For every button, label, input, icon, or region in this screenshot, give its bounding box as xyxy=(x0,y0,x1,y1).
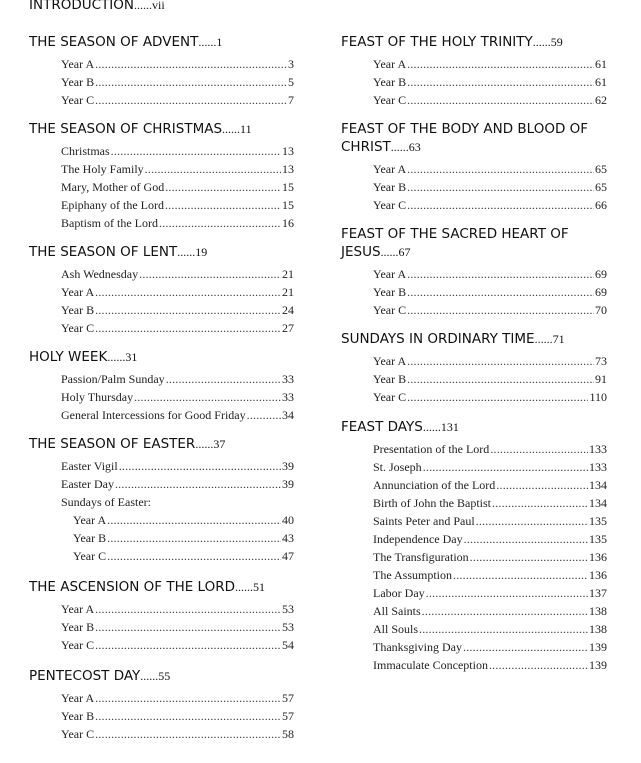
toc-section xyxy=(341,33,607,109)
entry-page-number: 61 xyxy=(595,57,607,71)
dot-leader xyxy=(95,600,281,618)
section-entries xyxy=(29,689,294,743)
section-page: 59 xyxy=(550,35,563,49)
toc-entry[interactable] xyxy=(341,584,607,602)
section-page: 31 xyxy=(125,350,138,364)
entry-page-number: 21 xyxy=(282,267,294,281)
entry-page-number: 27 xyxy=(282,321,294,335)
dot-leader xyxy=(95,725,281,743)
entry-page-number: 57 xyxy=(282,709,294,723)
section-heading[interactable] xyxy=(29,435,294,453)
entry-page-number: 138 xyxy=(589,622,607,636)
dot-leader xyxy=(115,475,281,493)
entry-page-number: 69 xyxy=(595,267,607,281)
toc-entry[interactable] xyxy=(341,602,607,620)
entry-label: Christmas xyxy=(61,144,110,158)
entry-label: Year A xyxy=(373,267,407,281)
section-heading[interactable] xyxy=(29,120,294,138)
entry-label: Year B xyxy=(61,303,95,317)
toc-entry[interactable] xyxy=(29,689,294,707)
entry-label: Labor Day xyxy=(373,586,425,600)
toc-section xyxy=(29,120,294,232)
dot-leader xyxy=(426,584,588,602)
dot-leader xyxy=(453,566,588,584)
entry-label: Year A xyxy=(61,57,95,71)
toc-entry[interactable] xyxy=(29,600,294,618)
section-page: 1 xyxy=(216,35,223,49)
toc-entry[interactable] xyxy=(29,142,294,160)
entry-label: Year B xyxy=(61,620,95,634)
entry-label: Year A xyxy=(73,513,107,527)
dot-leader xyxy=(145,160,281,178)
section-dots: ...... xyxy=(380,245,399,259)
entry-label: All Souls xyxy=(373,622,419,636)
entry-page-number: 135 xyxy=(589,532,607,546)
entry-page-number: 139 xyxy=(589,640,607,654)
toc-introduction[interactable] xyxy=(29,0,165,14)
toc-entry[interactable] xyxy=(29,73,294,91)
entry-page-number: 137 xyxy=(589,586,607,600)
entry-label: Year B xyxy=(373,285,407,299)
dot-leader xyxy=(407,301,594,319)
entry-page-number: 110 xyxy=(589,390,607,404)
entry-label: Holy Thursday xyxy=(61,390,134,404)
entry-page-number: 133 xyxy=(589,442,607,456)
entry-label: Year B xyxy=(373,180,407,194)
section-heading[interactable] xyxy=(341,33,607,51)
entry-label: All Saints xyxy=(373,604,421,618)
section-title: FEAST OF THE HOLY TRINITY xyxy=(341,34,533,50)
entry-page-number: 15 xyxy=(282,180,294,194)
toc-entry[interactable] xyxy=(29,475,294,493)
section-page: 51 xyxy=(253,580,265,594)
toc-entry[interactable] xyxy=(341,352,607,370)
entry-page-number: 136 xyxy=(589,568,607,582)
toc-entry[interactable] xyxy=(29,636,294,654)
dot-leader xyxy=(422,602,588,620)
dot-leader xyxy=(464,530,588,548)
toc-entry[interactable] xyxy=(29,301,294,319)
entry-page-number: 135 xyxy=(589,514,607,528)
entry-page-number: 5 xyxy=(288,75,294,89)
section-dots: ...... xyxy=(198,35,217,49)
section-entries xyxy=(29,370,294,424)
dot-leader xyxy=(95,618,281,636)
section-entries xyxy=(29,265,294,337)
toc-entry[interactable] xyxy=(29,547,294,565)
toc-entry[interactable] xyxy=(29,319,294,337)
section-dots: ...... xyxy=(222,122,241,136)
dot-leader xyxy=(107,529,281,547)
section-title: HOLY WEEK xyxy=(29,349,108,365)
entry-page-number: 43 xyxy=(282,531,294,545)
dot-leader xyxy=(489,656,588,674)
dot-leader xyxy=(95,707,281,725)
toc-entry[interactable] xyxy=(29,160,294,178)
dot-leader xyxy=(407,91,594,109)
section-entries xyxy=(341,440,607,674)
entry-label: Birth of John the Baptist xyxy=(373,496,491,510)
dot-leader xyxy=(407,178,594,196)
toc-section xyxy=(341,120,607,214)
toc-entry[interactable] xyxy=(341,440,607,458)
entry-page-number: 70 xyxy=(595,303,607,317)
section-page: 55 xyxy=(158,669,171,683)
section-dots: ...... xyxy=(390,140,409,154)
toc-entry[interactable] xyxy=(29,196,294,214)
toc-entry[interactable] xyxy=(341,566,607,584)
toc-section xyxy=(29,667,294,743)
dot-leader xyxy=(407,388,588,406)
toc-entry[interactable] xyxy=(29,618,294,636)
section-title: THE SEASON OF LENT xyxy=(29,244,178,260)
entry-label: Year C xyxy=(373,93,407,107)
entry-page-number: 62 xyxy=(595,93,607,107)
entry-page-number: 15 xyxy=(282,198,294,212)
dot-leader xyxy=(95,301,281,319)
entry-label: Year A xyxy=(61,691,95,705)
toc-entry[interactable] xyxy=(341,196,607,214)
toc-entry[interactable] xyxy=(29,725,294,743)
entry-page-number: 133 xyxy=(589,460,607,474)
dot-leader xyxy=(139,265,281,283)
toc-entry[interactable] xyxy=(341,530,607,548)
entry-page-number: 134 xyxy=(589,478,607,492)
dot-leader xyxy=(496,476,588,494)
toc-entry[interactable] xyxy=(29,406,294,424)
toc-section xyxy=(341,330,607,406)
section-title: THE SEASON OF EASTER xyxy=(29,436,196,452)
section-heading[interactable] xyxy=(29,243,294,261)
section-heading[interactable] xyxy=(341,330,607,348)
section-page: 131 xyxy=(440,420,459,434)
entry-label: General Intercessions for Good Friday xyxy=(61,408,246,422)
section-dots: ...... xyxy=(235,580,253,594)
dot-leader xyxy=(111,142,281,160)
dot-leader xyxy=(407,73,594,91)
entry-page-number: 33 xyxy=(282,372,294,386)
dot-leader xyxy=(407,352,594,370)
section-heading[interactable] xyxy=(341,120,591,156)
section-entries xyxy=(29,600,294,654)
dot-leader xyxy=(407,55,594,73)
dot-leader xyxy=(165,196,281,214)
entry-label: Presentation of the Lord xyxy=(373,442,490,456)
entry-page-number: 58 xyxy=(282,727,294,741)
entry-label: Passion/Palm Sunday xyxy=(61,372,165,386)
entry-label: Easter Vigil xyxy=(61,459,118,473)
toc-entry[interactable] xyxy=(29,457,294,475)
entry-label: The Transfiguration xyxy=(373,550,469,564)
section-title: SUNDAYS IN ORDINARY TIME xyxy=(341,331,535,347)
toc-entry[interactable] xyxy=(341,476,607,494)
entry-page-number: 16 xyxy=(282,216,294,230)
section-page: 11 xyxy=(240,122,252,136)
entry-label: Year A xyxy=(373,162,407,176)
toc-section xyxy=(341,225,607,319)
entry-label: Ash Wednesday xyxy=(61,267,139,281)
toc-entry[interactable] xyxy=(29,370,294,388)
toc-entry[interactable] xyxy=(341,656,607,674)
section-title: THE SEASON OF ADVENT xyxy=(29,34,199,50)
entry-label: The Assumption xyxy=(373,568,453,582)
toc-entry[interactable] xyxy=(29,178,294,196)
section-dots: ...... xyxy=(422,420,441,434)
dot-leader xyxy=(95,689,281,707)
dot-leader xyxy=(407,370,594,388)
dot-leader xyxy=(492,494,588,512)
toc-entry[interactable] xyxy=(341,91,607,109)
toc-entry[interactable] xyxy=(341,512,607,530)
toc-entry[interactable] xyxy=(341,178,607,196)
dot-leader xyxy=(95,55,287,73)
entry-page-number: 66 xyxy=(595,198,607,212)
section-page: 19 xyxy=(195,245,208,259)
section-heading[interactable] xyxy=(29,33,294,51)
toc-entry[interactable] xyxy=(29,214,294,232)
entry-label: Year C xyxy=(73,549,107,563)
entry-page-number: 139 xyxy=(589,658,607,672)
entry-page-number: 53 xyxy=(282,620,294,634)
entry-label: Year B xyxy=(373,75,407,89)
entry-label: Independence Day xyxy=(373,532,463,546)
entry-page-number: 61 xyxy=(595,75,607,89)
toc-entry[interactable] xyxy=(341,494,607,512)
dot-leader xyxy=(423,458,588,476)
dot-leader xyxy=(107,511,281,529)
section-entries xyxy=(341,160,607,214)
dot-leader xyxy=(119,457,281,475)
toc-entry[interactable] xyxy=(341,458,607,476)
toc-entry[interactable] xyxy=(341,370,607,388)
entry-label: Mary, Mother of God xyxy=(61,180,165,194)
section-title: INTRODUCTION xyxy=(29,0,134,13)
entry-page-number: 138 xyxy=(589,604,607,618)
toc-section xyxy=(29,33,294,109)
dot-leader xyxy=(407,196,594,214)
entry-page-number: 7 xyxy=(288,93,294,107)
entry-label: Annunciation of the Lord xyxy=(373,478,496,492)
entry-page-number: 21 xyxy=(282,285,294,299)
section-title: THE ASCENSION OF THE LORD xyxy=(29,579,235,595)
entry-label: Year B xyxy=(61,75,95,89)
section-heading[interactable] xyxy=(29,667,294,685)
dot-leader xyxy=(95,73,287,91)
section-page: 71 xyxy=(552,332,565,346)
entry-page-number: 53 xyxy=(282,602,294,616)
entry-label: Year A xyxy=(61,285,95,299)
dot-leader xyxy=(407,283,594,301)
entry-label: The Holy Family xyxy=(61,162,144,176)
dot-leader xyxy=(159,214,281,232)
toc-entry[interactable] xyxy=(341,283,607,301)
entry-page-number: 13 xyxy=(282,162,294,176)
toc-section xyxy=(341,418,607,674)
section-dots: ...... xyxy=(177,245,196,259)
dot-leader xyxy=(95,319,281,337)
section-dots: ...... xyxy=(134,0,152,12)
entry-label: Thanksgiving Day xyxy=(373,640,462,654)
section-entries xyxy=(29,55,294,109)
toc-entry[interactable] xyxy=(29,707,294,725)
toc-entry[interactable] xyxy=(29,55,294,73)
toc-entry[interactable] xyxy=(341,160,607,178)
entry-label: Year C xyxy=(61,638,95,652)
dot-leader xyxy=(247,406,281,424)
section-heading[interactable] xyxy=(29,348,294,366)
section-page: vii xyxy=(152,0,165,12)
toc-section xyxy=(29,243,294,337)
section-heading[interactable] xyxy=(341,225,591,261)
toc-section xyxy=(29,578,294,654)
section-entries xyxy=(29,142,294,232)
toc-entry[interactable] xyxy=(341,73,607,91)
entry-page-number: 54 xyxy=(282,638,294,652)
toc-entry[interactable] xyxy=(29,283,294,301)
entry-page-number: 3 xyxy=(288,57,294,71)
toc-entry[interactable] xyxy=(29,91,294,109)
section-page: 67 xyxy=(398,245,411,259)
dot-leader xyxy=(166,370,281,388)
section-dots: ...... xyxy=(534,332,553,346)
toc-section xyxy=(29,435,294,565)
entry-label: Year A xyxy=(61,602,95,616)
entry-label: Year A xyxy=(373,354,407,368)
entry-label: Year C xyxy=(373,303,407,317)
toc-entry[interactable] xyxy=(341,55,607,73)
toc-entry[interactable] xyxy=(29,529,294,547)
dot-leader xyxy=(95,91,287,109)
entry-page-number: 39 xyxy=(282,477,294,491)
dot-leader xyxy=(476,512,588,530)
section-title: FEAST OF THE BODY AND BLOOD OF CHRIST xyxy=(341,121,589,155)
entry-label: Epiphany of the Lord xyxy=(61,198,164,212)
entry-label: Year C xyxy=(373,198,407,212)
toc-entry[interactable] xyxy=(29,493,294,511)
section-dots: ...... xyxy=(532,35,551,49)
entry-page-number: 39 xyxy=(282,459,294,473)
section-title: PENTECOST DAY xyxy=(29,668,141,684)
entry-label: Year B xyxy=(61,709,95,723)
dot-leader xyxy=(95,636,281,654)
dot-leader xyxy=(95,283,281,301)
toc-entry[interactable] xyxy=(341,620,607,638)
toc-entry[interactable] xyxy=(341,301,607,319)
entry-label: Baptism of the Lord xyxy=(61,216,158,230)
toc-entry[interactable] xyxy=(341,638,607,656)
dot-leader xyxy=(463,638,588,656)
section-title: FEAST DAYS xyxy=(341,419,423,435)
dot-leader xyxy=(134,388,281,406)
toc-entry[interactable] xyxy=(29,511,294,529)
entry-label: Year B xyxy=(373,372,407,386)
entry-label: Year B xyxy=(73,531,107,545)
entry-label: Year C xyxy=(61,93,95,107)
toc-entry[interactable] xyxy=(29,388,294,406)
section-entries xyxy=(29,457,294,565)
entry-page-number: 24 xyxy=(282,303,294,317)
entry-label: Immaculate Conception xyxy=(373,658,488,672)
dot-leader xyxy=(470,548,588,566)
entry-page-number: 134 xyxy=(589,496,607,510)
entry-page-number: 73 xyxy=(595,354,607,368)
dot-leader xyxy=(165,178,281,196)
section-dots: ...... xyxy=(140,669,159,683)
entry-page-number: 34 xyxy=(282,408,294,422)
entry-page-number: 69 xyxy=(595,285,607,299)
entry-label: Year C xyxy=(61,321,95,335)
section-heading[interactable] xyxy=(29,578,294,596)
entry-page-number: 65 xyxy=(595,162,607,176)
toc-entry[interactable] xyxy=(29,265,294,283)
entry-label: Easter Day xyxy=(61,477,114,491)
section-title: THE SEASON OF CHRISTMAS xyxy=(29,121,223,137)
entry-label: St. Joseph xyxy=(373,460,422,474)
toc-entry[interactable] xyxy=(341,265,607,283)
entry-page-number: 57 xyxy=(282,691,294,705)
toc-entry[interactable] xyxy=(341,388,607,406)
dot-leader xyxy=(407,160,594,178)
toc-entry[interactable] xyxy=(341,548,607,566)
section-dots: ...... xyxy=(195,437,214,451)
entry-label: Year C xyxy=(61,727,95,741)
entry-page-number: 33 xyxy=(282,390,294,404)
dot-leader xyxy=(407,265,594,283)
dot-leader xyxy=(490,440,588,458)
section-page: 37 xyxy=(213,437,226,451)
entry-page-number: 91 xyxy=(595,372,607,386)
section-title: FEAST OF THE SACRED HEART OF JESUS xyxy=(341,226,569,260)
dot-leader xyxy=(107,547,281,565)
dot-leader xyxy=(419,620,588,638)
toc-section xyxy=(29,348,294,424)
entry-page-number: 13 xyxy=(282,144,294,158)
entry-page-number: 47 xyxy=(282,549,294,563)
section-entries xyxy=(341,265,607,319)
entry-label: Sundays of Easter: xyxy=(61,495,151,509)
entry-page-number: 65 xyxy=(595,180,607,194)
entry-page-number: 136 xyxy=(589,550,607,564)
entry-page-number: 40 xyxy=(282,513,294,527)
entry-label: Year A xyxy=(373,57,407,71)
entry-label: Saints Peter and Paul xyxy=(373,514,475,528)
section-heading[interactable] xyxy=(341,418,607,436)
section-entries xyxy=(341,352,607,406)
section-entries xyxy=(341,55,607,109)
section-dots: ...... xyxy=(107,350,126,364)
section-page: 63 xyxy=(408,140,421,154)
entry-label: Year C xyxy=(373,390,407,404)
